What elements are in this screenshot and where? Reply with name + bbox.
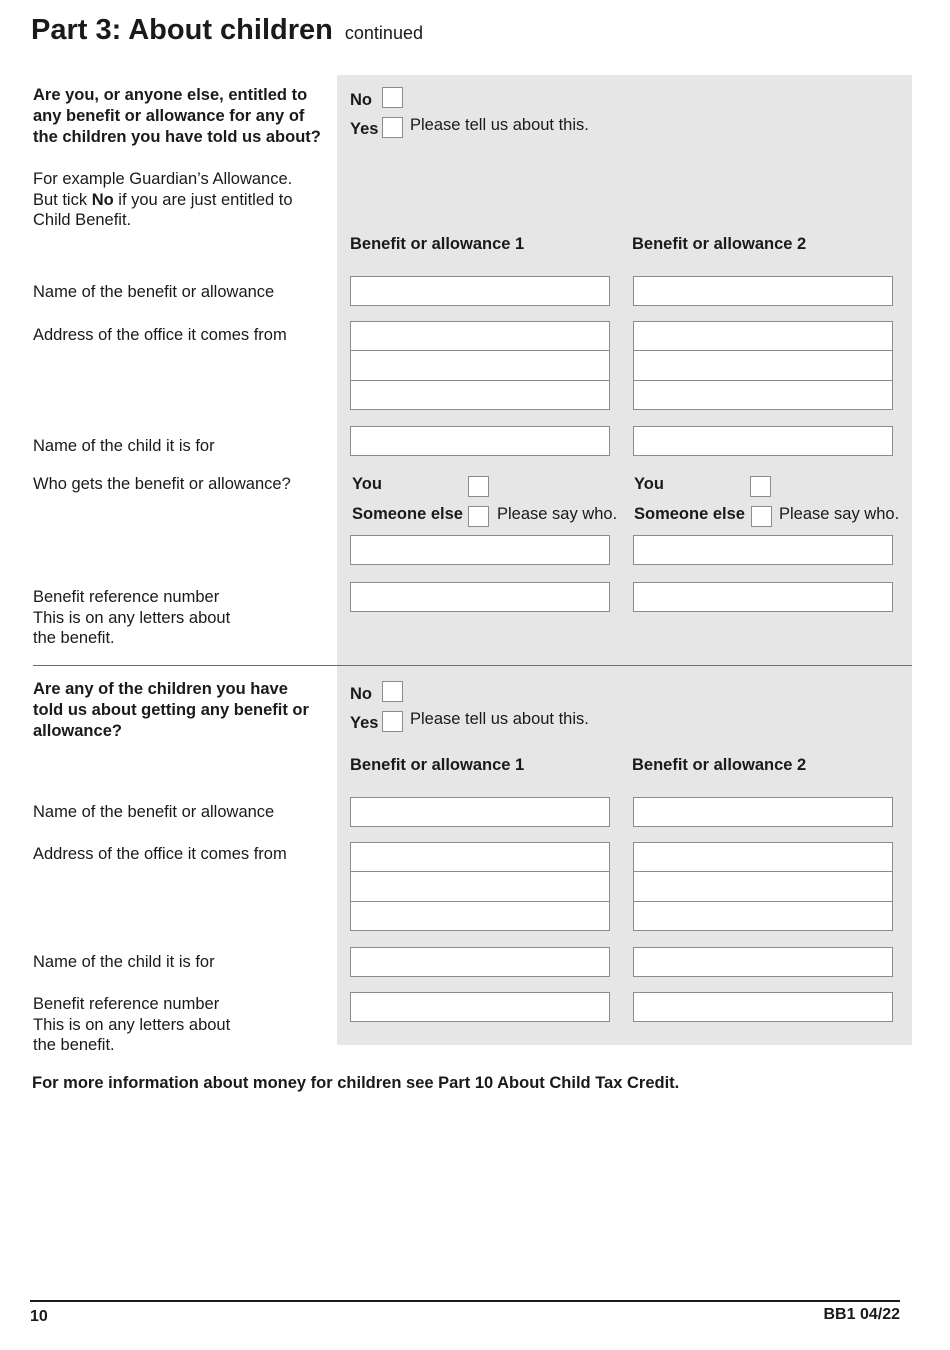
- section1-col1-child-input[interactable]: [350, 426, 610, 456]
- section1-col2-someone-checkbox[interactable]: [751, 506, 772, 527]
- section2-col1-name-input[interactable]: [350, 797, 610, 827]
- section1-col2-header: Benefit or allowance 2: [632, 235, 807, 253]
- section1-col2-you-label: You: [634, 475, 664, 493]
- section1-ref-title: Benefit reference number: [33, 588, 220, 606]
- section2-no-label: No: [350, 685, 372, 703]
- section2-col2-address-line3[interactable]: [633, 901, 893, 931]
- section2-col2-ref-input[interactable]: [633, 992, 893, 1022]
- section1-who-label: Who gets the benefit or allowance?: [33, 475, 291, 493]
- section1-col2-you-checkbox[interactable]: [750, 476, 771, 497]
- section1-ref-help2: the benefit.: [33, 629, 115, 647]
- section1-col2-address-line2[interactable]: [633, 350, 893, 381]
- section2-ref-help1: This is on any letters about: [33, 1015, 231, 1034]
- section2-col2-name-input[interactable]: [633, 797, 893, 827]
- section1-col2-child-input[interactable]: [633, 426, 893, 456]
- section1-address-label: Address of the office it comes from: [33, 326, 287, 344]
- section2-col2-address-line1[interactable]: [633, 842, 893, 872]
- section1-child-label: Name of the child it is for: [33, 437, 215, 455]
- section2-col1-ref-input[interactable]: [350, 992, 610, 1022]
- section1-help-line1: For example Guardian’s Allowance.: [33, 170, 293, 188]
- section2-no-checkbox[interactable]: [382, 681, 403, 702]
- section2-col1-child-input[interactable]: [350, 947, 610, 977]
- section-divider: [33, 665, 912, 666]
- section2-col2-address-line2[interactable]: [633, 871, 893, 902]
- section2-question: Are any of the children you have told us about getting any benefit or allowance?: [33, 680, 309, 740]
- form-code: BB1 04/22: [823, 1306, 900, 1323]
- section2-col2-child-input[interactable]: [633, 947, 893, 977]
- section2-col1-address-line3[interactable]: [350, 901, 610, 931]
- section1-ref-help1: This is on any letters about: [33, 608, 231, 627]
- section2-yes-checkbox[interactable]: [382, 711, 403, 732]
- section1-no-label: No: [350, 91, 372, 109]
- section2-col1-address-line1[interactable]: [350, 842, 610, 872]
- section1-col2-someone-label: Someone else: [634, 505, 745, 523]
- section1-col1-ref-input[interactable]: [350, 582, 610, 612]
- section1-help: [33, 169, 328, 231]
- section1-yes-label: Yes: [350, 120, 379, 138]
- section2-name-label: Name of the benefit or allowance: [33, 803, 275, 821]
- section1-col1-someone-label: Someone else: [352, 505, 463, 523]
- section1-yes-note: Please tell us about this.: [410, 116, 589, 134]
- part-title: Part 3: About children: [31, 14, 333, 46]
- section1-col1-say-who: Please say who.: [497, 505, 618, 523]
- section2-address-label: Address of the office it comes from: [33, 845, 287, 863]
- section1-col1-who-input[interactable]: [350, 535, 610, 565]
- section2-ref-title: Benefit reference number: [33, 995, 220, 1013]
- page-title: [31, 14, 423, 47]
- section1-col1-address-line3[interactable]: [350, 380, 610, 410]
- section1-help-line2-pre: But tick: [33, 190, 92, 209]
- section1-yes-checkbox[interactable]: [382, 117, 403, 138]
- section1-name-label: Name of the benefit or allowance: [33, 283, 275, 301]
- continued-label: continued: [344, 23, 423, 43]
- section1-col2-name-input[interactable]: [633, 276, 893, 306]
- section1-help-line2-post: if you are just entitled to Child Benefit.: [33, 190, 293, 229]
- section1-col2-address-line3[interactable]: [633, 380, 893, 410]
- section1-help-line2-bold: No: [91, 190, 114, 209]
- section1-no-checkbox[interactable]: [382, 87, 403, 108]
- section2-col1-address-line2[interactable]: [350, 871, 610, 902]
- section1-col1-you-checkbox[interactable]: [468, 476, 489, 497]
- footer-rule: [30, 1300, 900, 1302]
- section1-question: Are you, or anyone else, entitled to any benefit or allowance for any of the children you have told us about?: [33, 86, 321, 146]
- section2-ref-label: [33, 994, 230, 1056]
- section2-ref-help2: the benefit.: [33, 1036, 115, 1054]
- page-number: 10: [30, 1308, 48, 1325]
- section1-col2-say-who: Please say who.: [779, 505, 900, 523]
- section1-col2-address-line1[interactable]: [633, 321, 893, 351]
- section2-col2-header: Benefit or allowance 2: [632, 756, 807, 774]
- more-info-text: For more information about money for children see Part 10 About Child Tax Credit.: [32, 1074, 680, 1092]
- section1-col1-you-label: You: [352, 475, 382, 493]
- section1-col1-someone-checkbox[interactable]: [468, 506, 489, 527]
- section1-col2-ref-input[interactable]: [633, 582, 893, 612]
- section1-col1-address-line2[interactable]: [350, 350, 610, 381]
- section1-col2-who-input[interactable]: [633, 535, 893, 565]
- section2-col1-header: Benefit or allowance 1: [350, 756, 525, 774]
- section1-col1-header: Benefit or allowance 1: [350, 235, 525, 253]
- section2-yes-label: Yes: [350, 714, 379, 732]
- section1-ref-label: [33, 587, 230, 649]
- section2-yes-note: Please tell us about this.: [410, 710, 589, 728]
- section2-child-label: Name of the child it is for: [33, 953, 215, 971]
- section1-col1-address-line1[interactable]: [350, 321, 610, 351]
- section1-col1-name-input[interactable]: [350, 276, 610, 306]
